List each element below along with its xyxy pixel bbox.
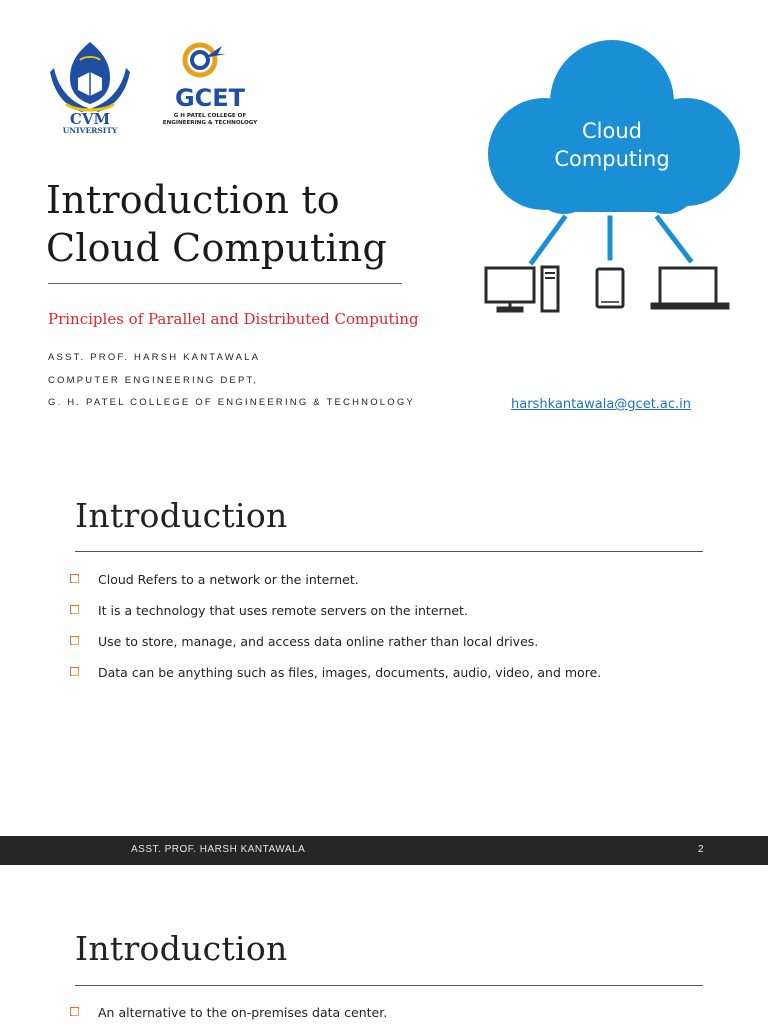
checkbox-bullet-icon bbox=[70, 667, 79, 676]
list-item bbox=[70, 633, 601, 664]
gcet-logo-text: GCET bbox=[174, 84, 246, 112]
desktop-computer-icon bbox=[486, 267, 558, 311]
cvm-university-logo bbox=[48, 38, 132, 134]
cloud-computing-illustration bbox=[476, 36, 746, 318]
introduction-slide-continued bbox=[0, 865, 768, 1024]
introduction-slide bbox=[0, 440, 768, 836]
bullet-list bbox=[70, 571, 601, 695]
slide-footer bbox=[0, 836, 768, 865]
connection-lines bbox=[532, 218, 690, 262]
bullet-text: An alternative to the on-premises data center. bbox=[98, 1005, 388, 1020]
footer-author: ASST. PROF. HARSH KANTAWALA bbox=[131, 844, 306, 855]
laptop-icon bbox=[652, 268, 728, 308]
gcet-logo-subtext-1: G H PATEL COLLEGE OF bbox=[173, 113, 247, 119]
bullet-text: It is a technology that uses remote servers on the internet. bbox=[98, 603, 468, 618]
page-number: 2 bbox=[698, 844, 704, 855]
tablet-icon bbox=[597, 269, 623, 307]
bullet-text: Use to store, manage, and access data online rather than local drives. bbox=[98, 634, 539, 649]
bullet-text: Data can be anything such as files, images, documents, audio, video, and more. bbox=[98, 665, 602, 680]
slide-heading: Introduction bbox=[75, 929, 288, 968]
title-line-2: Cloud Computing bbox=[46, 226, 387, 270]
checkbox-bullet-icon bbox=[70, 1007, 79, 1016]
cloud-label-line-1: Cloud bbox=[582, 119, 642, 143]
cloud-label-line-2: Computing bbox=[554, 147, 670, 171]
list-item bbox=[70, 1004, 387, 1024]
heading-divider bbox=[75, 551, 703, 552]
slide-heading: Introduction bbox=[75, 496, 288, 535]
checkbox-bullet-icon bbox=[70, 574, 79, 583]
bullet-list bbox=[70, 1004, 387, 1024]
author-name: ASST. PROF. HARSH KANTAWALA bbox=[48, 352, 261, 363]
presentation-title bbox=[46, 176, 387, 272]
title-slide bbox=[0, 0, 768, 440]
author-email-link[interactable]: harshkantawala@gcet.ac.in bbox=[511, 397, 692, 412]
list-item bbox=[70, 602, 601, 633]
list-item bbox=[70, 571, 601, 602]
cvm-logo-subtext: UNIVERSITY bbox=[62, 126, 118, 134]
author-department: COMPUTER ENGINEERING DEPT, bbox=[48, 375, 259, 386]
author-college: G. H. PATEL COLLEGE OF ENGINEERING & TECHNOLOGY bbox=[48, 397, 415, 408]
cvm-logo-text: CVM bbox=[69, 110, 111, 128]
checkbox-bullet-icon bbox=[70, 605, 79, 614]
list-item bbox=[70, 664, 601, 695]
checkbox-bullet-icon bbox=[70, 636, 79, 645]
title-divider bbox=[48, 283, 402, 284]
heading-divider bbox=[75, 985, 703, 986]
title-line-1: Introduction to bbox=[46, 178, 340, 222]
presentation-subtitle: Principles of Parallel and Distributed Computing bbox=[48, 310, 419, 328]
gcet-logo-subtext-2: ENGINEERING & TECHNOLOGY bbox=[162, 120, 258, 126]
gcet-logo bbox=[160, 40, 264, 132]
bullet-text: Cloud Refers to a network or the internet. bbox=[98, 572, 359, 587]
